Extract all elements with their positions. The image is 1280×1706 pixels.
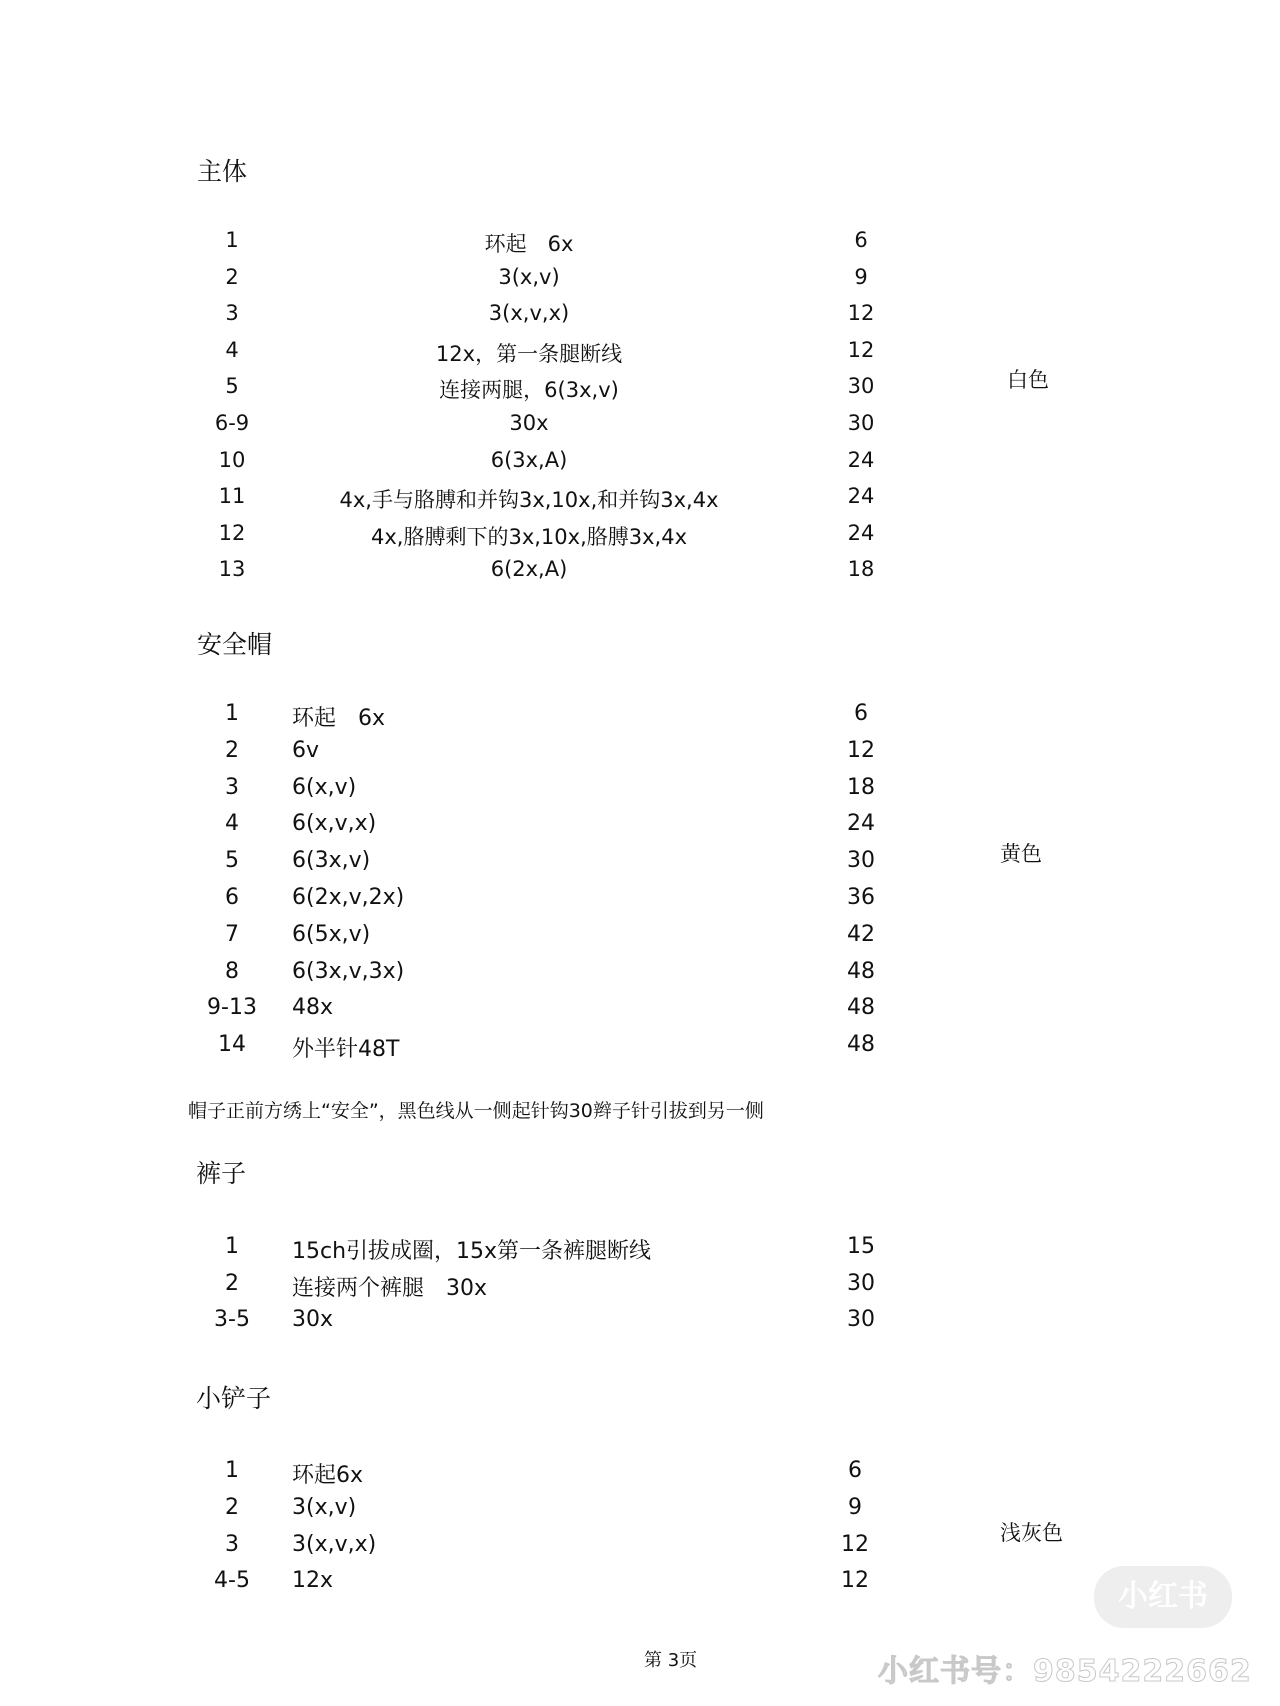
round-number: 3 [225,301,239,326]
round-number: 1 [225,1458,239,1483]
round-number: 4 [225,811,239,837]
round-number: 2 [225,1270,239,1296]
watermark-logo: 小红书 [1094,1566,1232,1628]
stitch-instruction: 环起6x [292,1463,364,1488]
stitch-count: 15 [847,1234,875,1259]
stitch-count: 6 [854,701,868,726]
round-number: 12 [218,520,246,545]
round-number: 1 [225,228,239,252]
stitch-instruction: 连接两腿，6(3x,v) [439,378,619,403]
stitch-instruction: 6(3x,v,3x) [292,958,405,984]
stitch-count: 6 [848,1458,862,1483]
stitch-instruction: 48x [292,995,334,1021]
stitch-instruction: 6(x,v) [292,774,357,800]
stitch-count: 30 [847,411,875,435]
stitch-instruction: 6(5x,v) [292,921,371,947]
stitch-instruction: 30x [509,411,549,435]
round-number: 7 [225,921,239,947]
stitch-count: 30 [847,1307,875,1332]
stitch-instruction: 6(2x,A) [490,557,568,582]
stitch-instruction: 3(x,v) [292,1494,357,1520]
stitch-count: 24 [847,520,875,545]
stitch-count: 36 [847,885,875,910]
round-number: 6-9 [214,411,250,435]
stitch-instruction: 12x，第一条腿断线 [435,341,623,366]
watermark-id: 小红书号：9854222662 [878,1654,1252,1689]
stitch-instruction: 6(2x,v,2x) [292,885,405,910]
round-number: 3 [225,774,239,800]
section-title-pants: 裤子 [196,1159,247,1188]
helmet-color-label: 黄色 [1000,842,1042,866]
round-number: 4 [225,337,239,362]
round-number: 10 [218,447,246,472]
stitch-instruction: 连接两个裤腿 30x [292,1275,488,1301]
stitch-count: 12 [847,737,875,763]
shovel-color-label: 浅灰色 [1000,1521,1063,1545]
round-number: 3-5 [214,1307,250,1332]
round-number: 14 [218,1032,246,1058]
stitch-instruction: 环起 6x [292,706,386,731]
stitch-count: 18 [847,557,875,582]
stitch-instruction: 4x,手与胳膊和并钩3x,10x,和并钩3x,4x [339,488,719,513]
stitch-count: 48 [847,995,875,1021]
stitch-count: 24 [847,811,875,837]
stitch-count: 48 [847,1032,875,1058]
stitch-count: 9 [854,264,868,289]
stitch-count: 30 [847,374,875,399]
stitch-count: 12 [847,337,875,362]
round-number: 4-5 [214,1568,250,1594]
stitch-instruction: 外半针48T [292,1037,400,1063]
stitch-count: 18 [847,774,875,800]
stitch-instruction: 15ch引拔成圈，15x第一条裤腿断线 [292,1239,652,1264]
round-number: 2 [225,1494,239,1520]
section-title-body: 主体 [197,157,248,186]
round-number: 9-13 [207,995,257,1021]
round-number: 2 [225,737,239,763]
stitch-instruction: 6v [292,737,320,763]
round-number: 1 [225,1234,239,1259]
stitch-instruction: 3(x,v) [498,264,560,289]
section-title-shovel: 小铲子 [196,1384,272,1413]
section-title-helmet: 安全帽 [197,630,273,659]
stitch-instruction: 3(x,v,x) [292,1531,377,1557]
round-number: 3 [225,1531,239,1557]
round-number: 11 [218,484,246,509]
stitch-count: 12 [841,1568,869,1594]
body-color-label: 白色 [1007,368,1049,392]
stitch-count: 9 [848,1494,862,1520]
round-number: 5 [225,374,239,399]
helmet-note: 帽子正前方绣上“安全”，黑色线从一侧起针钩30辫子针引拔到另一侧 [188,1100,764,1122]
stitch-instruction: 12x [292,1568,334,1594]
round-number: 13 [218,557,246,582]
stitch-instruction: 3(x,v,x) [488,301,570,326]
stitch-instruction: 6(x,v,x) [292,811,377,837]
round-number: 6 [225,885,239,910]
stitch-count: 30 [847,848,875,874]
stitch-instruction: 环起 6x [484,232,574,256]
stitch-count: 24 [847,484,875,509]
stitch-count: 30 [847,1270,875,1296]
round-number: 2 [225,264,239,289]
stitch-instruction: 4x,胳膊剩下的3x,10x,胳膊3x,4x [370,524,688,549]
stitch-instruction: 30x [292,1307,334,1332]
stitch-count: 12 [847,301,875,326]
round-number: 5 [225,848,239,874]
round-number: 1 [225,701,239,726]
stitch-instruction: 6(3x,A) [490,447,568,472]
stitch-count: 12 [841,1531,869,1557]
stitch-count: 24 [847,447,875,472]
stitch-count: 48 [847,958,875,984]
round-number: 8 [225,958,239,984]
stitch-instruction: 6(3x,v) [292,848,371,874]
stitch-count: 6 [854,228,868,252]
stitch-count: 42 [847,921,875,947]
page-number: 第 3页 [644,1650,698,1671]
